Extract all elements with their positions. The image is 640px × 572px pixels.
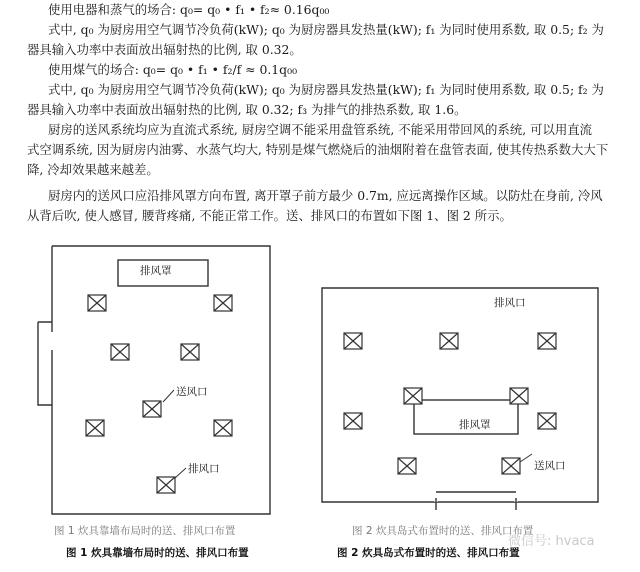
fig2-inner-caption: 图 2 炊具岛式布置时的送、排风口布置 (352, 525, 534, 537)
supply-vent-icon (538, 413, 556, 429)
fig2-supply-label: 送风口 (534, 460, 566, 472)
paragraph-line: 式中, q₀ 为厨房用空气调节冷负荷(kW); q₀ 为厨房器具发热量(kW); f₁ 为同时使用系数, 取 0.5; f₂ 为 (48, 82, 604, 97)
supply-vent-icon (344, 333, 362, 349)
formula-gas: 使用煤气的场合: q₀= q₀ • f₁ • f₂/f ≈ 0.1q₀₀ (48, 62, 298, 77)
fig1-caption: 图 1 炊具靠墙布局时的送、排风口布置 (66, 547, 249, 559)
paragraph-line: 器具输入功率中表面放出辐射热的比例, 取 0.32。 (27, 42, 302, 57)
figure-2-diagram (320, 240, 640, 540)
door-frame (38, 322, 52, 405)
vent-icons (344, 333, 556, 474)
paragraph-line: 式空调系统, 因为厨房内油雾、水蒸气均大, 特别是煤气燃烧后的油烟附着在盘管表面, 使其传热系数大大下 (27, 142, 609, 157)
paragraph-line: 器具输入功率中表面放出辐射热的比例, 取 0.32; f₃ 为排气的排热系数, 取 1.6。 (27, 102, 467, 117)
supply-vent-icon (143, 401, 161, 417)
supply-vent-icon (111, 344, 129, 360)
formula-electric: 使用电器和蒸气的场合: q₀= q₀ • f₁ • f₂≈ 0.16q₀₀ (48, 2, 330, 17)
exhaust-vent-icon (214, 295, 232, 311)
leader-line (175, 468, 186, 478)
supply-vent-icon (440, 333, 458, 349)
supply-vent-icon (344, 413, 362, 429)
supply-vent-icon (538, 333, 556, 349)
supply-vent-icon (86, 420, 104, 436)
watermark-text: 微信号: hvaca (508, 534, 595, 549)
figure-1-diagram (0, 240, 320, 540)
fig1-supply-label: 送风口 (176, 386, 208, 398)
fig1-hood-label: 排风罩 (140, 265, 172, 277)
exhaust-vent-icon (502, 458, 520, 474)
exhaust-vent-icon (404, 388, 422, 404)
leader-line (520, 454, 532, 462)
exhaust-vent-icon (510, 388, 528, 404)
paragraph-line: 厨房内的送风口应沿排风罩方向布置, 离开罩子前方最少 0.7m, 应远离操作区域。以防灶在身前, 冷风 (48, 188, 603, 203)
exhaust-vent-icon (398, 458, 416, 474)
exhaust-vent-icon (88, 295, 106, 311)
fig2-caption: 图 2 炊具岛式布置时的送、排风口布置 (337, 547, 520, 559)
paragraph-line: 降, 冷却效果越来越差。 (27, 162, 159, 177)
fig1-inner-caption: 图 1 炊具靠墙布局时的送、排风口布置 (54, 525, 236, 537)
paragraph-line: 厨房的送风系统均应为直流式系统, 厨房空调不能采用盘管系统, 不能采用带回风的系统, 可以用直流 (48, 122, 593, 137)
fig2-hood-label: 排风罩 (459, 419, 491, 431)
supply-vent-icon (214, 420, 232, 436)
supply-vent-icon (181, 344, 199, 360)
paragraph-line: 从背后吹, 使人感冒, 腰背疼痛, 不能正常工作。送、排风口的布置如下图 1、图 2 所示。 (27, 208, 512, 223)
leader-line (163, 390, 174, 402)
fig1-exhaust-label: 排风口 (188, 463, 220, 475)
exhaust-vent-icon (157, 477, 175, 493)
fig2-exhaust-label: 排风口 (494, 297, 526, 309)
paragraph-line: 式中, q₀ 为厨房用空气调节冷负荷(kW); q₀ 为厨房器具发热量(kW); f₁ 为同时使用系数, 取 0.5; f₂ 为 (48, 22, 604, 37)
